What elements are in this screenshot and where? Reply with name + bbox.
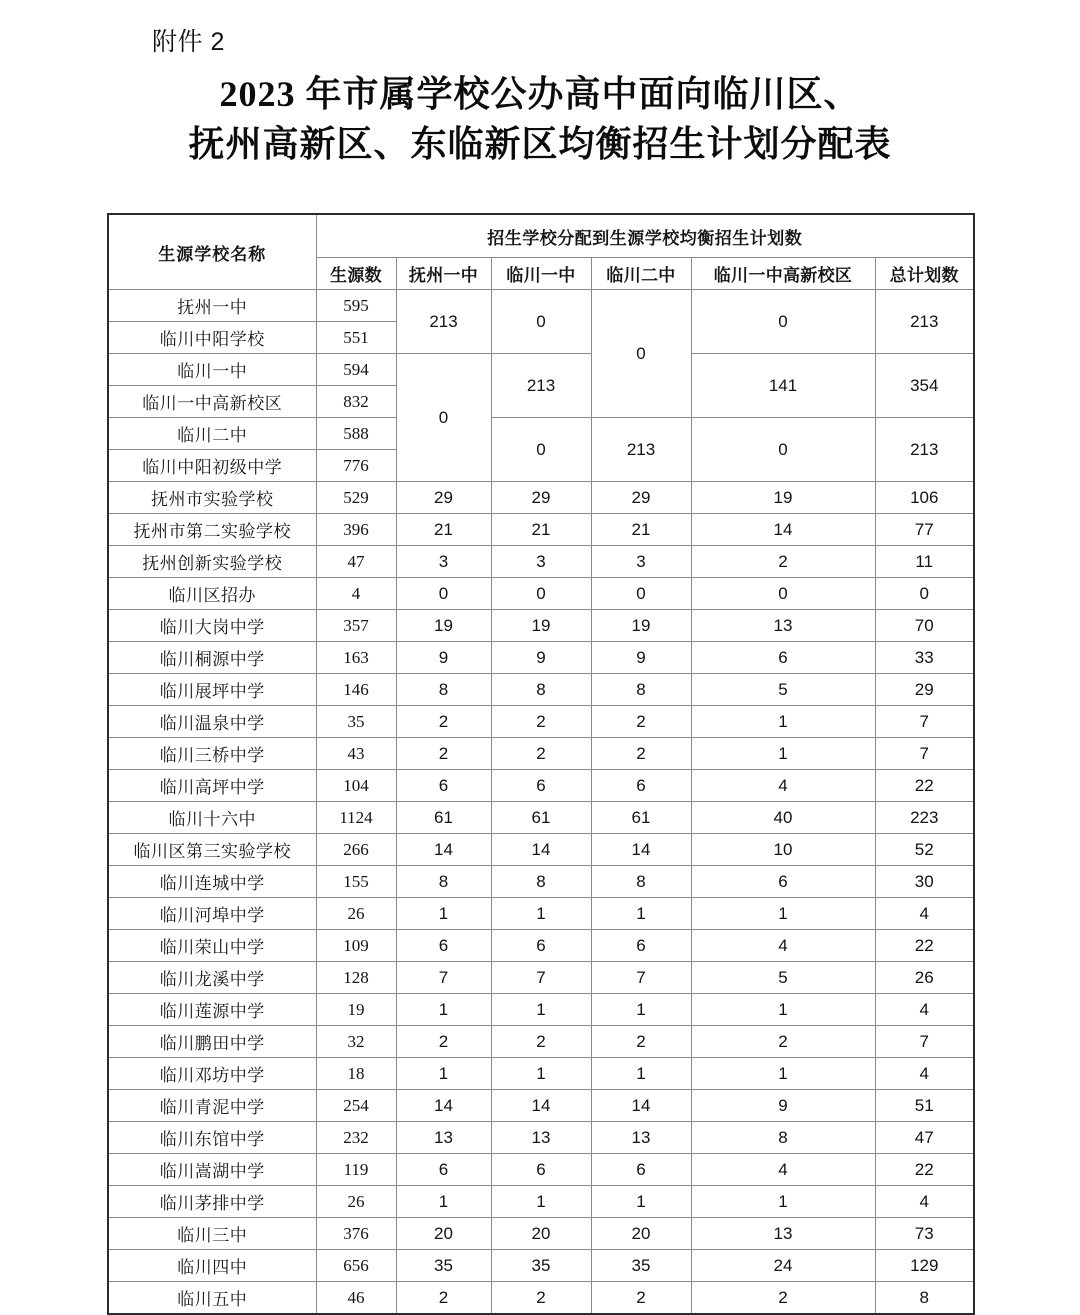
cell-linchuan-no2: 7 bbox=[591, 962, 691, 994]
table-row bbox=[108, 674, 974, 706]
cell-fuzhou-no1: 13 bbox=[396, 1122, 491, 1154]
cell-linchuan-no2: 2 bbox=[591, 1026, 691, 1058]
table-row bbox=[108, 1122, 974, 1154]
table-row bbox=[108, 802, 974, 834]
column-header-source-school: 生源学校名称 bbox=[108, 214, 316, 290]
cell-fuzhou-no1: 29 bbox=[396, 482, 491, 514]
cell-linchuan-no1-gaoxin: 141 bbox=[691, 354, 875, 418]
cell-total-plan: 47 bbox=[875, 1122, 974, 1154]
cell-linchuan-no2: 9 bbox=[591, 642, 691, 674]
cell-fuzhou-no1: 8 bbox=[396, 866, 491, 898]
cell-school-name: 临川一中高新校区 bbox=[108, 386, 316, 418]
cell-fuzhou-no1: 61 bbox=[396, 802, 491, 834]
cell-school-name: 临川三中 bbox=[108, 1218, 316, 1250]
table-row bbox=[108, 738, 974, 770]
cell-total-plan: 70 bbox=[875, 610, 974, 642]
cell-linchuan-no1: 21 bbox=[491, 514, 591, 546]
cell-fuzhou-no1: 20 bbox=[396, 1218, 491, 1250]
cell-total-plan: 4 bbox=[875, 1058, 974, 1090]
cell-pool-count: 232 bbox=[316, 1122, 396, 1154]
cell-pool-count: 396 bbox=[316, 514, 396, 546]
table-row bbox=[108, 1090, 974, 1122]
cell-total-plan: 4 bbox=[875, 1186, 974, 1218]
table-row bbox=[108, 706, 974, 738]
cell-linchuan-no1-gaoxin: 24 bbox=[691, 1250, 875, 1282]
cell-linchuan-no2: 1 bbox=[591, 1186, 691, 1218]
cell-school-name: 临川五中 bbox=[108, 1282, 316, 1315]
cell-linchuan-no2: 8 bbox=[591, 674, 691, 706]
cell-pool-count: 18 bbox=[316, 1058, 396, 1090]
cell-school-name: 临川桐源中学 bbox=[108, 642, 316, 674]
cell-linchuan-no1: 13 bbox=[491, 1122, 591, 1154]
cell-fuzhou-no1: 3 bbox=[396, 546, 491, 578]
cell-fuzhou-no1: 1 bbox=[396, 1058, 491, 1090]
cell-total-plan: 29 bbox=[875, 674, 974, 706]
cell-linchuan-no2: 2 bbox=[591, 706, 691, 738]
cell-linchuan-no2: 19 bbox=[591, 610, 691, 642]
cell-linchuan-no1-gaoxin: 4 bbox=[691, 770, 875, 802]
cell-linchuan-no1-gaoxin: 1 bbox=[691, 898, 875, 930]
cell-total-plan: 26 bbox=[875, 962, 974, 994]
cell-linchuan-no1: 8 bbox=[491, 866, 591, 898]
cell-linchuan-no1-gaoxin: 6 bbox=[691, 642, 875, 674]
column-group-header-allocation: 招生学校分配到生源学校均衡招生计划数 bbox=[316, 214, 974, 258]
cell-linchuan-no1-gaoxin: 2 bbox=[691, 546, 875, 578]
cell-fuzhou-no1: 14 bbox=[396, 834, 491, 866]
cell-linchuan-no1: 9 bbox=[491, 642, 591, 674]
cell-pool-count: 43 bbox=[316, 738, 396, 770]
cell-linchuan-no1-gaoxin: 0 bbox=[691, 578, 875, 610]
cell-fuzhou-no1: 2 bbox=[396, 706, 491, 738]
table-body bbox=[108, 290, 974, 1315]
cell-linchuan-no1: 1 bbox=[491, 994, 591, 1026]
cell-total-plan: 11 bbox=[875, 546, 974, 578]
table-row bbox=[108, 994, 974, 1026]
table-row bbox=[108, 962, 974, 994]
cell-school-name: 抚州创新实验学校 bbox=[108, 546, 316, 578]
cell-linchuan-no1: 1 bbox=[491, 898, 591, 930]
cell-school-name: 临川河埠中学 bbox=[108, 898, 316, 930]
cell-school-name: 临川荣山中学 bbox=[108, 930, 316, 962]
cell-linchuan-no1: 6 bbox=[491, 1154, 591, 1186]
cell-linchuan-no2: 21 bbox=[591, 514, 691, 546]
cell-pool-count: 4 bbox=[316, 578, 396, 610]
cell-fuzhou-no1: 6 bbox=[396, 770, 491, 802]
table-row bbox=[108, 418, 974, 450]
cell-fuzhou-no1: 7 bbox=[396, 962, 491, 994]
cell-school-name: 临川展坪中学 bbox=[108, 674, 316, 706]
table-header-row-1 bbox=[108, 214, 974, 258]
table-row bbox=[108, 290, 974, 322]
cell-pool-count: 35 bbox=[316, 706, 396, 738]
table-row bbox=[108, 482, 974, 514]
cell-pool-count: 595 bbox=[316, 290, 396, 322]
cell-school-name: 抚州一中 bbox=[108, 290, 316, 322]
cell-linchuan-no1: 213 bbox=[491, 354, 591, 418]
cell-linchuan-no1-gaoxin: 4 bbox=[691, 1154, 875, 1186]
cell-pool-count: 254 bbox=[316, 1090, 396, 1122]
table-row bbox=[108, 642, 974, 674]
table-row bbox=[108, 578, 974, 610]
cell-total-plan: 129 bbox=[875, 1250, 974, 1282]
cell-linchuan-no1: 7 bbox=[491, 962, 591, 994]
cell-school-name: 临川邓坊中学 bbox=[108, 1058, 316, 1090]
cell-school-name: 临川四中 bbox=[108, 1250, 316, 1282]
cell-total-plan: 0 bbox=[875, 578, 974, 610]
cell-linchuan-no1: 0 bbox=[491, 578, 591, 610]
cell-linchuan-no1: 19 bbox=[491, 610, 591, 642]
table-row bbox=[108, 1058, 974, 1090]
column-header-total-plan: 总计划数 bbox=[875, 258, 974, 290]
cell-linchuan-no2: 6 bbox=[591, 770, 691, 802]
cell-linchuan-no1: 1 bbox=[491, 1058, 591, 1090]
cell-linchuan-no1: 0 bbox=[491, 290, 591, 354]
cell-pool-count: 146 bbox=[316, 674, 396, 706]
cell-linchuan-no1-gaoxin: 10 bbox=[691, 834, 875, 866]
table-row bbox=[108, 1154, 974, 1186]
cell-fuzhou-no1: 2 bbox=[396, 1282, 491, 1315]
table-row bbox=[108, 1250, 974, 1282]
cell-total-plan: 22 bbox=[875, 770, 974, 802]
cell-linchuan-no2: 6 bbox=[591, 930, 691, 962]
cell-linchuan-no2: 2 bbox=[591, 1282, 691, 1315]
cell-school-name: 临川东馆中学 bbox=[108, 1122, 316, 1154]
cell-pool-count: 266 bbox=[316, 834, 396, 866]
cell-linchuan-no1: 2 bbox=[491, 1282, 591, 1315]
cell-linchuan-no1: 6 bbox=[491, 930, 591, 962]
cell-linchuan-no2: 1 bbox=[591, 994, 691, 1026]
cell-linchuan-no1-gaoxin: 5 bbox=[691, 674, 875, 706]
cell-pool-count: 46 bbox=[316, 1282, 396, 1315]
cell-linchuan-no1: 2 bbox=[491, 1026, 591, 1058]
cell-linchuan-no1-gaoxin: 19 bbox=[691, 482, 875, 514]
column-header-pool-count: 生源数 bbox=[316, 258, 396, 290]
cell-linchuan-no2: 6 bbox=[591, 1154, 691, 1186]
table-row bbox=[108, 930, 974, 962]
table-row bbox=[108, 354, 974, 386]
cell-linchuan-no1: 0 bbox=[491, 418, 591, 482]
cell-school-name: 临川中阳学校 bbox=[108, 322, 316, 354]
page-title bbox=[0, 70, 1080, 169]
cell-linchuan-no2: 61 bbox=[591, 802, 691, 834]
attachment-label: 附件 2 bbox=[152, 28, 225, 56]
cell-fuzhou-no1: 6 bbox=[396, 1154, 491, 1186]
cell-linchuan-no1-gaoxin: 40 bbox=[691, 802, 875, 834]
cell-school-name: 临川区第三实验学校 bbox=[108, 834, 316, 866]
cell-linchuan-no2: 213 bbox=[591, 418, 691, 482]
table-row bbox=[108, 834, 974, 866]
table-row bbox=[108, 866, 974, 898]
cell-linchuan-no2: 1 bbox=[591, 898, 691, 930]
cell-pool-count: 26 bbox=[316, 898, 396, 930]
cell-fuzhou-no1: 2 bbox=[396, 1026, 491, 1058]
column-header-linchuan-no1-gaoxin: 临川一中高新校区 bbox=[691, 258, 875, 290]
cell-linchuan-no2: 3 bbox=[591, 546, 691, 578]
cell-pool-count: 155 bbox=[316, 866, 396, 898]
cell-school-name: 临川莲源中学 bbox=[108, 994, 316, 1026]
cell-total-plan: 22 bbox=[875, 1154, 974, 1186]
cell-total-plan: 7 bbox=[875, 706, 974, 738]
cell-total-plan: 77 bbox=[875, 514, 974, 546]
cell-linchuan-no1-gaoxin: 1 bbox=[691, 994, 875, 1026]
cell-school-name: 临川三桥中学 bbox=[108, 738, 316, 770]
table-row bbox=[108, 546, 974, 578]
cell-total-plan: 73 bbox=[875, 1218, 974, 1250]
cell-total-plan: 33 bbox=[875, 642, 974, 674]
column-header-fuzhou-no1: 抚州一中 bbox=[396, 258, 491, 290]
cell-linchuan-no2: 14 bbox=[591, 1090, 691, 1122]
cell-linchuan-no1: 2 bbox=[491, 706, 591, 738]
cell-total-plan: 7 bbox=[875, 1026, 974, 1058]
allocation-table-container bbox=[107, 213, 973, 1315]
cell-fuzhou-no1: 2 bbox=[396, 738, 491, 770]
cell-total-plan: 213 bbox=[875, 290, 974, 354]
cell-school-name: 临川区招办 bbox=[108, 578, 316, 610]
allocation-table bbox=[107, 213, 975, 1315]
cell-pool-count: 26 bbox=[316, 1186, 396, 1218]
cell-linchuan-no1-gaoxin: 1 bbox=[691, 706, 875, 738]
cell-total-plan: 7 bbox=[875, 738, 974, 770]
cell-pool-count: 47 bbox=[316, 546, 396, 578]
cell-linchuan-no1-gaoxin: 14 bbox=[691, 514, 875, 546]
cell-pool-count: 163 bbox=[316, 642, 396, 674]
cell-linchuan-no1: 8 bbox=[491, 674, 591, 706]
cell-linchuan-no2: 1 bbox=[591, 1058, 691, 1090]
cell-pool-count: 109 bbox=[316, 930, 396, 962]
cell-linchuan-no1: 14 bbox=[491, 834, 591, 866]
cell-fuzhou-no1: 6 bbox=[396, 930, 491, 962]
cell-school-name: 临川连城中学 bbox=[108, 866, 316, 898]
cell-pool-count: 19 bbox=[316, 994, 396, 1026]
cell-total-plan: 8 bbox=[875, 1282, 974, 1315]
cell-fuzhou-no1: 1 bbox=[396, 1186, 491, 1218]
cell-total-plan: 52 bbox=[875, 834, 974, 866]
cell-pool-count: 776 bbox=[316, 450, 396, 482]
cell-fuzhou-no1: 1 bbox=[396, 994, 491, 1026]
cell-fuzhou-no1: 0 bbox=[396, 354, 491, 482]
cell-school-name: 临川大岗中学 bbox=[108, 610, 316, 642]
cell-school-name: 临川鹏田中学 bbox=[108, 1026, 316, 1058]
cell-school-name: 临川青泥中学 bbox=[108, 1090, 316, 1122]
cell-fuzhou-no1: 1 bbox=[396, 898, 491, 930]
cell-fuzhou-no1: 9 bbox=[396, 642, 491, 674]
cell-fuzhou-no1: 0 bbox=[396, 578, 491, 610]
cell-pool-count: 1124 bbox=[316, 802, 396, 834]
page-title-line-2: 抚州高新区、东临新区均衡招生计划分配表 bbox=[188, 123, 892, 164]
table-row bbox=[108, 770, 974, 802]
table-row bbox=[108, 1282, 974, 1315]
cell-linchuan-no1-gaoxin: 2 bbox=[691, 1282, 875, 1315]
column-header-linchuan-no2: 临川二中 bbox=[591, 258, 691, 290]
cell-pool-count: 357 bbox=[316, 610, 396, 642]
cell-linchuan-no1-gaoxin: 2 bbox=[691, 1026, 875, 1058]
cell-total-plan: 30 bbox=[875, 866, 974, 898]
cell-total-plan: 106 bbox=[875, 482, 974, 514]
cell-total-plan: 223 bbox=[875, 802, 974, 834]
cell-linchuan-no1-gaoxin: 13 bbox=[691, 1218, 875, 1250]
cell-school-name: 抚州市第二实验学校 bbox=[108, 514, 316, 546]
cell-linchuan-no1: 6 bbox=[491, 770, 591, 802]
cell-linchuan-no1-gaoxin: 9 bbox=[691, 1090, 875, 1122]
cell-linchuan-no1: 20 bbox=[491, 1218, 591, 1250]
cell-pool-count: 32 bbox=[316, 1026, 396, 1058]
cell-school-name: 临川龙溪中学 bbox=[108, 962, 316, 994]
cell-school-name: 抚州市实验学校 bbox=[108, 482, 316, 514]
cell-fuzhou-no1: 14 bbox=[396, 1090, 491, 1122]
cell-linchuan-no1: 61 bbox=[491, 802, 591, 834]
cell-total-plan: 51 bbox=[875, 1090, 974, 1122]
cell-pool-count: 376 bbox=[316, 1218, 396, 1250]
cell-linchuan-no2: 29 bbox=[591, 482, 691, 514]
cell-school-name: 临川高坪中学 bbox=[108, 770, 316, 802]
cell-linchuan-no1-gaoxin: 0 bbox=[691, 290, 875, 354]
cell-linchuan-no2: 20 bbox=[591, 1218, 691, 1250]
cell-total-plan: 354 bbox=[875, 354, 974, 418]
cell-linchuan-no1-gaoxin: 6 bbox=[691, 866, 875, 898]
cell-school-name: 临川中阳初级中学 bbox=[108, 450, 316, 482]
cell-fuzhou-no1: 21 bbox=[396, 514, 491, 546]
cell-pool-count: 529 bbox=[316, 482, 396, 514]
cell-linchuan-no2: 2 bbox=[591, 738, 691, 770]
cell-linchuan-no1-gaoxin: 8 bbox=[691, 1122, 875, 1154]
cell-school-name: 临川温泉中学 bbox=[108, 706, 316, 738]
cell-linchuan-no1: 2 bbox=[491, 738, 591, 770]
cell-school-name: 临川十六中 bbox=[108, 802, 316, 834]
column-header-linchuan-no1: 临川一中 bbox=[491, 258, 591, 290]
cell-linchuan-no1: 3 bbox=[491, 546, 591, 578]
cell-fuzhou-no1: 213 bbox=[396, 290, 491, 354]
cell-school-name: 临川一中 bbox=[108, 354, 316, 386]
cell-pool-count: 588 bbox=[316, 418, 396, 450]
table-row bbox=[108, 1186, 974, 1218]
cell-total-plan: 213 bbox=[875, 418, 974, 482]
page-title-line-1: 2023 年市属学校公办高中面向临川区、 bbox=[219, 74, 861, 114]
table-row bbox=[108, 514, 974, 546]
cell-pool-count: 551 bbox=[316, 322, 396, 354]
cell-linchuan-no1-gaoxin: 13 bbox=[691, 610, 875, 642]
cell-total-plan: 4 bbox=[875, 994, 974, 1026]
cell-linchuan-no1: 35 bbox=[491, 1250, 591, 1282]
cell-fuzhou-no1: 35 bbox=[396, 1250, 491, 1282]
cell-linchuan-no1-gaoxin: 1 bbox=[691, 1186, 875, 1218]
cell-school-name: 临川二中 bbox=[108, 418, 316, 450]
cell-linchuan-no1: 14 bbox=[491, 1090, 591, 1122]
cell-fuzhou-no1: 8 bbox=[396, 674, 491, 706]
cell-linchuan-no2: 0 bbox=[591, 290, 691, 418]
cell-pool-count: 656 bbox=[316, 1250, 396, 1282]
cell-pool-count: 119 bbox=[316, 1154, 396, 1186]
cell-linchuan-no1-gaoxin: 1 bbox=[691, 738, 875, 770]
cell-linchuan-no2: 13 bbox=[591, 1122, 691, 1154]
cell-pool-count: 832 bbox=[316, 386, 396, 418]
cell-linchuan-no1-gaoxin: 0 bbox=[691, 418, 875, 482]
cell-total-plan: 4 bbox=[875, 898, 974, 930]
cell-linchuan-no1-gaoxin: 1 bbox=[691, 1058, 875, 1090]
cell-linchuan-no2: 35 bbox=[591, 1250, 691, 1282]
cell-linchuan-no1-gaoxin: 4 bbox=[691, 930, 875, 962]
cell-linchuan-no2: 8 bbox=[591, 866, 691, 898]
cell-school-name: 临川嵩湖中学 bbox=[108, 1154, 316, 1186]
cell-school-name: 临川茅排中学 bbox=[108, 1186, 316, 1218]
table-row bbox=[108, 1218, 974, 1250]
cell-linchuan-no1: 29 bbox=[491, 482, 591, 514]
cell-linchuan-no1-gaoxin: 5 bbox=[691, 962, 875, 994]
cell-linchuan-no2: 0 bbox=[591, 578, 691, 610]
cell-total-plan: 22 bbox=[875, 930, 974, 962]
cell-pool-count: 104 bbox=[316, 770, 396, 802]
table-head bbox=[108, 214, 974, 290]
table-row bbox=[108, 898, 974, 930]
table-row bbox=[108, 1026, 974, 1058]
cell-linchuan-no1: 1 bbox=[491, 1186, 591, 1218]
cell-fuzhou-no1: 19 bbox=[396, 610, 491, 642]
cell-linchuan-no2: 14 bbox=[591, 834, 691, 866]
cell-pool-count: 594 bbox=[316, 354, 396, 386]
table-row bbox=[108, 610, 974, 642]
cell-pool-count: 128 bbox=[316, 962, 396, 994]
